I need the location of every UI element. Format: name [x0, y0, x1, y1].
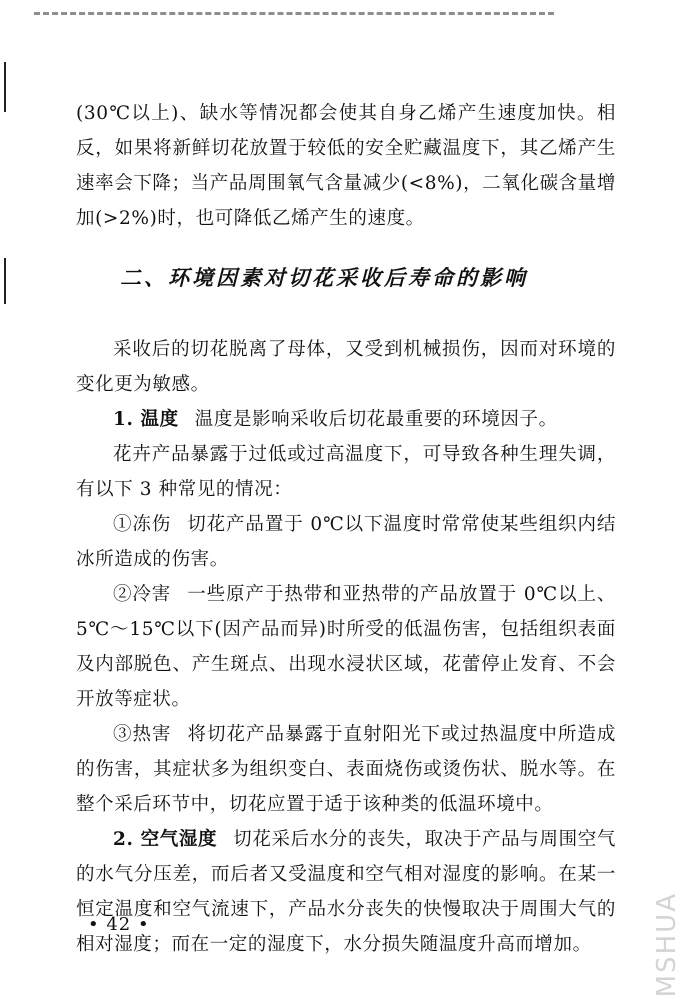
- humidity-text: 切花采后水分的丧失，取决于产品与周围空气的水气分压差，而后者又受温度和空气相对湿度的影响。在某一恒定温度和空气流速下，产品水分丧失的快慢取决于周围大气的相对湿度；而在一定的湿度下，水分损失随温度升高而增加。: [76, 829, 616, 955]
- humidity-paragraph: [76, 822, 616, 962]
- top-edge-artifact: [34, 0, 554, 15]
- watermark: MSHUA: [652, 891, 682, 997]
- humidity-heading: 2. 空气湿度: [113, 829, 218, 850]
- freeze-damage-paragraph: [76, 507, 616, 577]
- book-page-content: [76, 96, 616, 962]
- page-number: • 42 •: [88, 914, 150, 935]
- freeze-damage-label: ①冻伤: [113, 514, 172, 535]
- chilling-injury-text: 一些原产于热带和亚热带的产品放置于 0℃以上、5℃～15℃以下(因产品而异)时所受的低温伤害，包括组织表面及内部脱色、产生斑点、出现水浸状区域，花蕾停止发育、不会开放等症状。: [76, 584, 616, 710]
- temperature-intro-paragraph: 花卉产品暴露于过低或过高温度下，可导致各种生理失调，有以下 3 种常见的情况：: [76, 444, 616, 500]
- chilling-injury-paragraph: [76, 577, 616, 717]
- heat-damage-text: 将切花产品暴露于直射阳光下或过热温度中所造成的伤害，其症状多为组织变白、表面烧伤或烫伤状、脱水等。在整个采后环节中，切花应置于适于该种类的低温环境中。: [76, 724, 617, 815]
- scan-edge-mark: [4, 258, 6, 304]
- section-intro-paragraph: 采收后的切花脱离了母体，又受到机械损伤，因而对环境的变化更为敏感。: [76, 339, 616, 395]
- temperature-text: 温度是影响采收后切花最重要的环境因子。: [194, 409, 558, 430]
- chilling-injury-label: ②冷害: [113, 584, 172, 605]
- continued-paragraph: (30℃以上)、缺水等情况都会使其自身乙烯产生速度加快。相反，如果将新鲜切花放置于较低的安全贮藏温度下，其乙烯产生速率会下降；当产品周围氧气含量减少(<8%)，二氧化碳含量增加(>2%)时，也可降低乙烯产生的速度。: [76, 103, 616, 229]
- scan-edge-mark: [4, 62, 6, 112]
- freeze-damage-text: 切花产品置于 0℃以下温度时常常使某些组织内结冰所造成的伤害。: [76, 514, 616, 570]
- section-heading: 二、环境因素对切花采收后寿命的影响: [120, 265, 528, 290]
- heat-damage-paragraph: [76, 717, 616, 822]
- heat-damage-label: ③热害: [113, 724, 172, 745]
- temperature-heading: 1. 温度: [113, 409, 179, 430]
- temperature-paragraph: [76, 402, 616, 437]
